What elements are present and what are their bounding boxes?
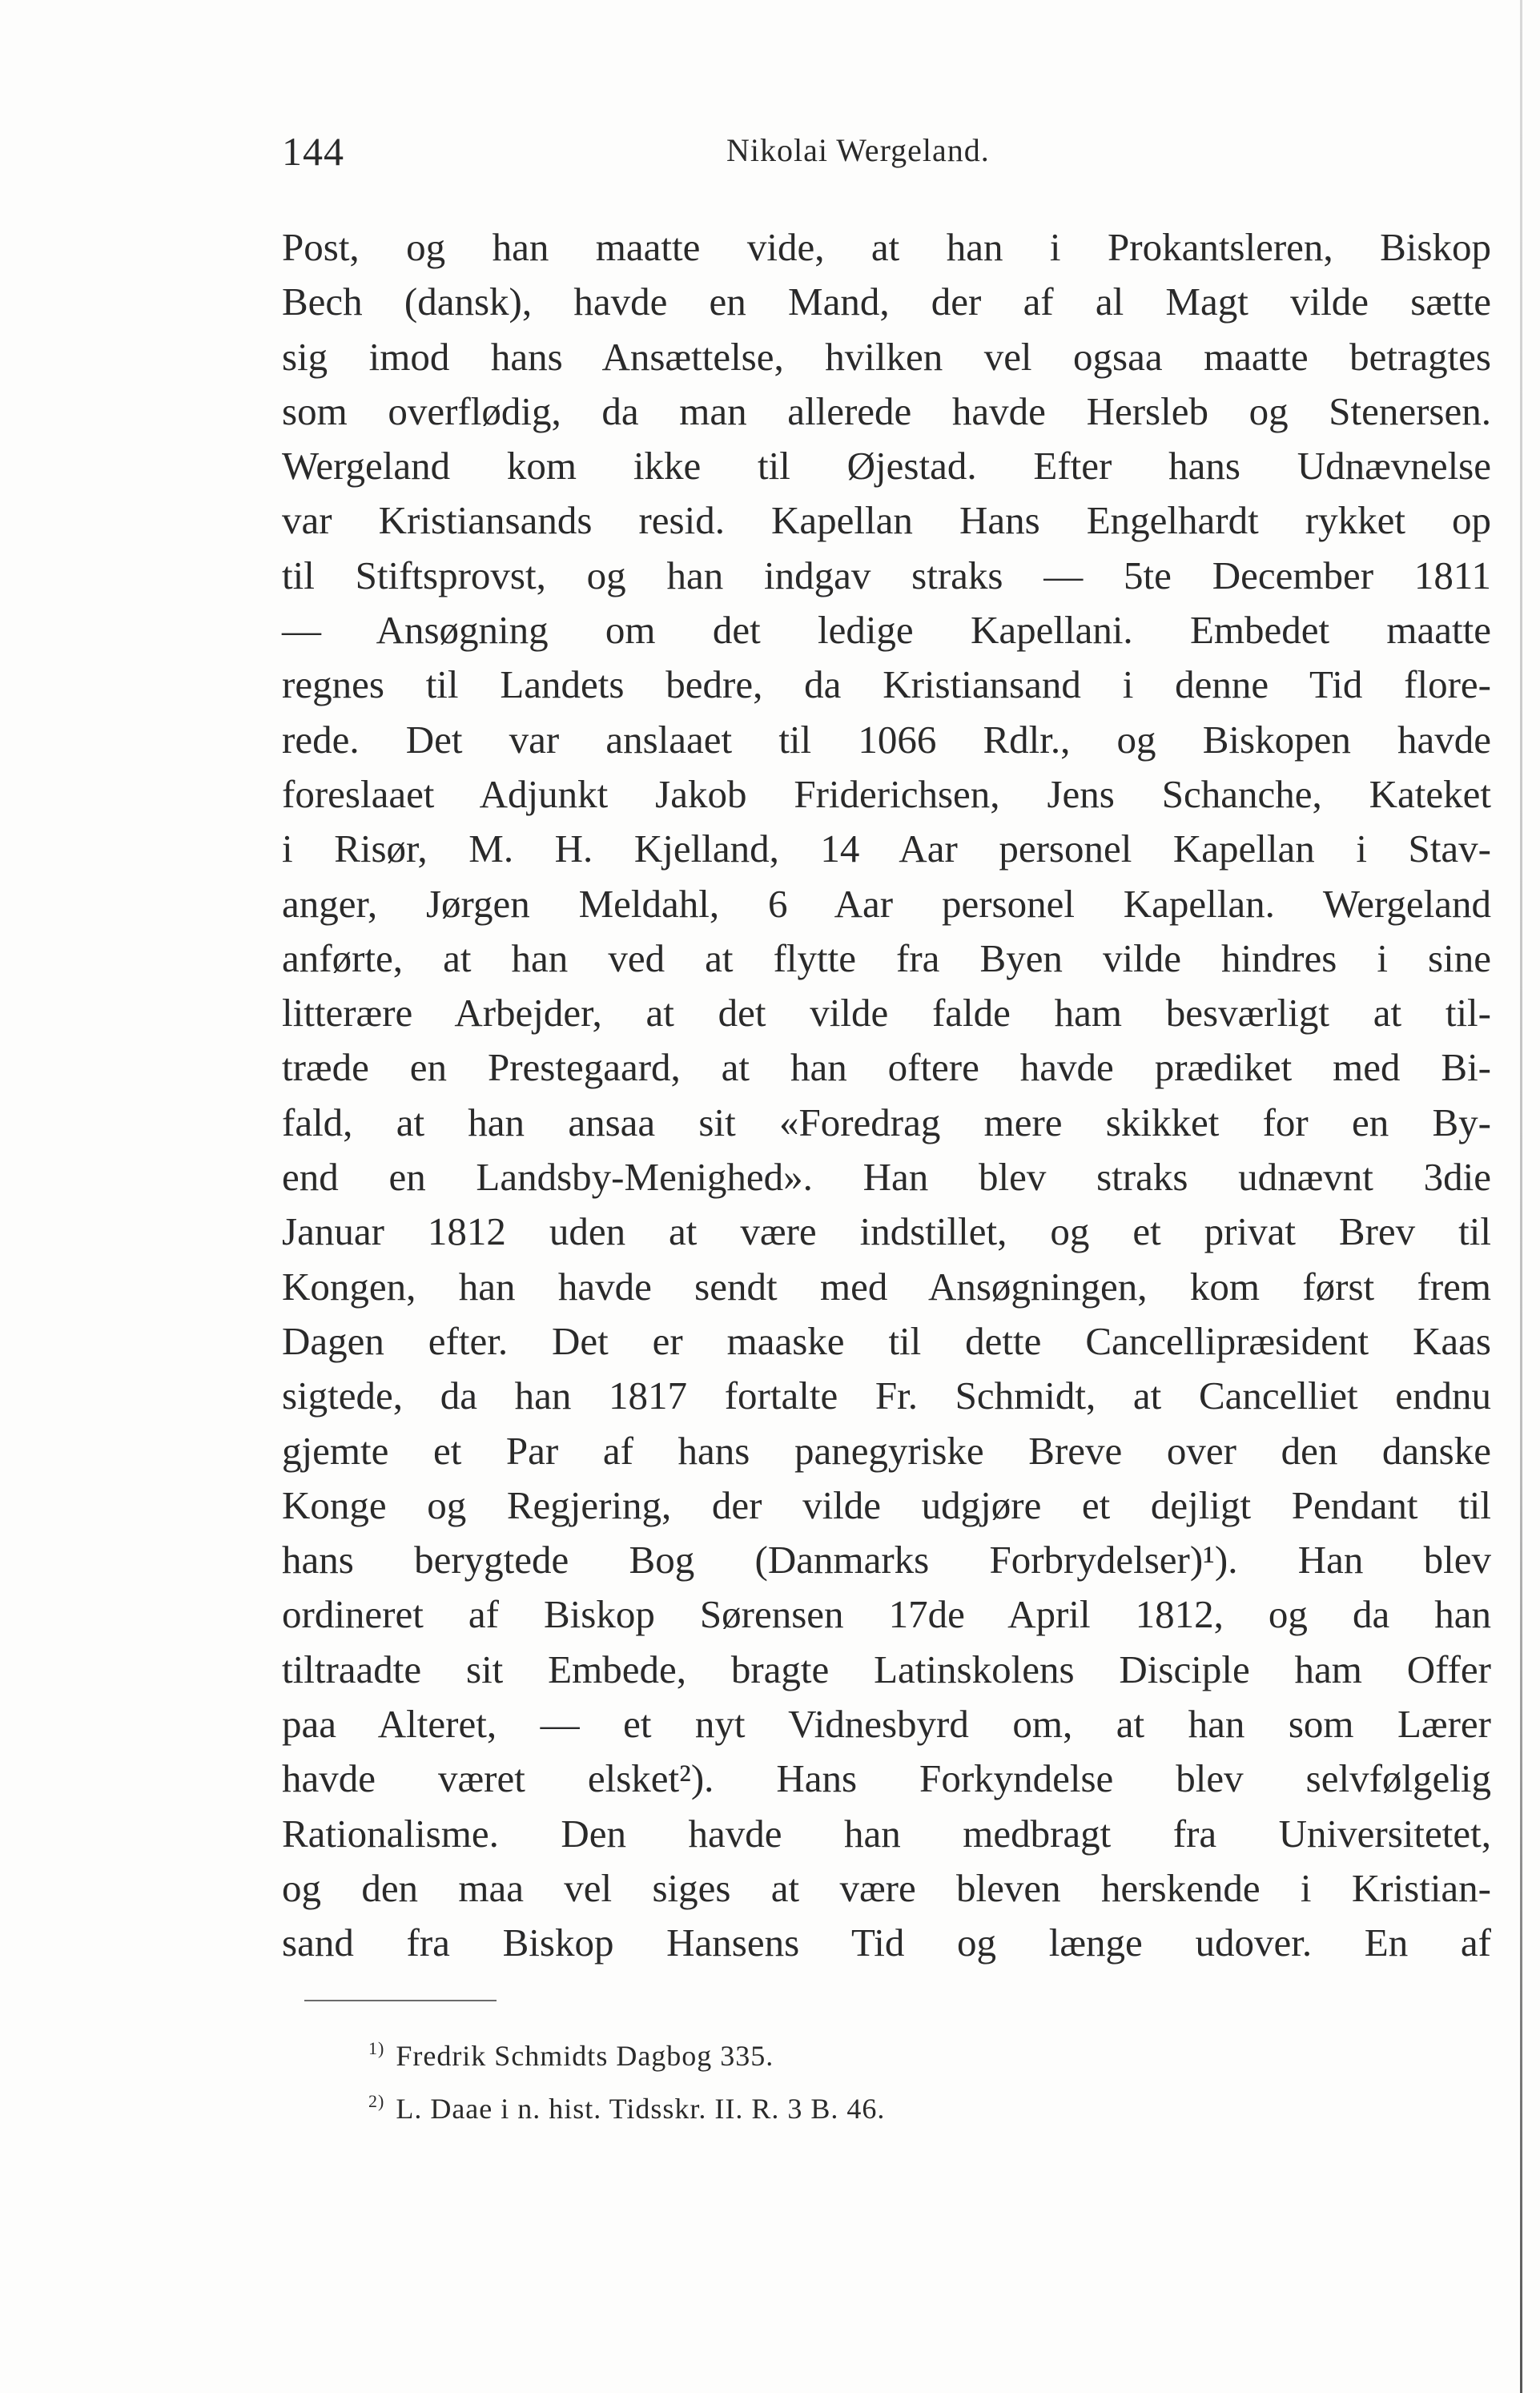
text-line: Rationalisme. Den havde han medbragt fra Universitetet, xyxy=(282,1811,1491,1856)
text-line: og den maa vel siges at være bleven herskende i Kristian- xyxy=(282,1865,1491,1910)
text-line: træde en Prestegaard, at han oftere havde prædiket med Bi- xyxy=(282,1045,1491,1090)
text-line: Konge og Regjering, der vilde udgjøre et dejligt Pendant til xyxy=(282,1482,1491,1527)
text-line: Bech (dansk), havde en Mand, der af al Magt vilde sætte xyxy=(282,280,1491,324)
footnote-marker: 2) xyxy=(368,2091,385,2111)
text-line: Kongen, han havde sendt med Ansøgningen, kom først frem xyxy=(282,1264,1491,1309)
text-line: anger, Jørgen Meldahl, 6 Aar personel Kapellan. Wergeland xyxy=(282,881,1491,926)
footnote-text: L. Daae i n. hist. Tidsskr. II. R. 3 B. 46. xyxy=(396,2093,886,2125)
footnotes xyxy=(368,2022,1169,2128)
text-line: gjemte et Par af hans panegyriske Breve over den danske xyxy=(282,1428,1491,1473)
text-line: regnes til Landets bedre, da Kristiansand i denne Tid flore- xyxy=(282,662,1491,707)
text-line: tiltraadte sit Embede, bragte Latinskolens Disciple ham Offer xyxy=(282,1647,1491,1691)
text-line: foreslaaet Adjunkt Jakob Friderichsen, Jens Schanche, Kateket xyxy=(282,771,1491,816)
text-line: anførte, at han ved at flytte fra Byen vilde hindres i sine xyxy=(282,935,1491,980)
text-line: Dagen efter. Det er maaske til dette Cancellipræsident Kaas xyxy=(282,1318,1491,1363)
text-line: paa Alteret, — et nyt Vidnesbyrd om, at han som Lærer xyxy=(282,1702,1491,1747)
text-line: sig imod hans Ansættelse, hvilken vel ogsaa maatte betragtes xyxy=(282,334,1491,379)
text-line: Januar 1812 uden at være indstillet, og et privat Brev til xyxy=(282,1209,1491,1254)
text-line: sigtede, da han 1817 fortalte Fr. Schmidt, at Cancelliet endnu xyxy=(282,1373,1491,1418)
text-line: ordineret af Biskop Sørensen 17de April 1812, og da han xyxy=(282,1592,1491,1637)
body-text xyxy=(282,220,1491,1971)
page-header xyxy=(282,128,1499,176)
text-line: hans berygtede Bog (Danmarks Forbrydelser)¹). Han blev xyxy=(282,1538,1491,1583)
text-line: i Risør, M. H. Kjelland, 14 Aar personel Kapellan i Stav- xyxy=(282,826,1491,871)
text-line: var Kristiansands resid. Kapellan Hans Engelhardt rykket op xyxy=(282,498,1491,543)
text-line: rede. Det var anslaaet til 1066 Rdlr., og Biskopen havde xyxy=(282,717,1491,762)
footnote xyxy=(368,2075,1169,2128)
text-line: Wergeland kom ikke til Øjestad. Efter hans Udnævnelse xyxy=(282,444,1491,489)
text-line: Post, og han maatte vide, at han i Prokantsleren, Biskop xyxy=(282,225,1491,269)
footnote-marker: 1) xyxy=(368,2038,385,2058)
footnote-text: Fredrik Schmidts Dagbog 335. xyxy=(396,2040,774,2072)
text-line: end en Landsby-Menighed». Han blev straks udnævnt 3die xyxy=(282,1155,1491,1200)
footnote-rule xyxy=(304,2000,497,2001)
text-line: sand fra Biskop Hansens Tid og længe udover. En af xyxy=(282,1920,1491,1965)
text-line: havde været elsket²). Hans Forkyndelse blev selvfølgelig xyxy=(282,1756,1491,1801)
text-line: som overflødig, da man allerede havde Hersleb og Stenersen. xyxy=(282,388,1491,433)
text-line: til Stiftsprovst, og han indgav straks — 5te December 1811 xyxy=(282,553,1491,597)
text-line: litterære Arbejder, at det vilde falde ham besværligt at til- xyxy=(282,991,1491,1036)
running-head: Nikolai Wergeland. xyxy=(726,132,990,168)
text-line: — Ansøgning om det ledige Kapellani. Embedet maatte xyxy=(282,608,1491,653)
text-line: fald, at han ansaa sit «Foredrag mere skikket for en By- xyxy=(282,1100,1491,1144)
footnote xyxy=(368,2022,1169,2075)
page-edge-shadow xyxy=(1520,0,1522,2393)
page-number: 144 xyxy=(282,129,344,174)
